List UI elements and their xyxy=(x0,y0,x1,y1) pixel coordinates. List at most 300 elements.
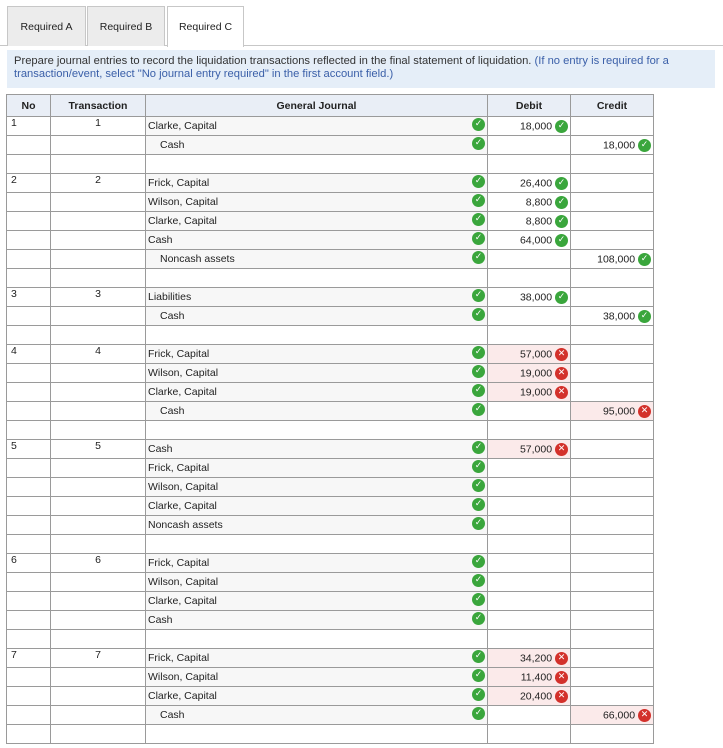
journal-line xyxy=(7,136,654,155)
check-circle-icon: ✓ xyxy=(472,137,485,150)
debit-field-empty[interactable] xyxy=(488,155,571,174)
transaction-number-empty xyxy=(51,478,146,497)
journal-line xyxy=(7,345,654,364)
account-name: Cash xyxy=(160,310,185,322)
check-circle-icon: ✓ xyxy=(472,707,485,720)
journal-line xyxy=(7,250,654,269)
instructions-note: (If no entry is required for a transaction/event, select "No journal entry required" in the first account field.) xyxy=(14,55,669,80)
credit-field-empty[interactable] xyxy=(571,269,654,288)
account-name: Cash xyxy=(160,709,185,721)
entry-number-empty xyxy=(7,326,51,345)
transaction-number-empty xyxy=(51,592,146,611)
debit-field[interactable] xyxy=(488,174,571,193)
credit-field[interactable] xyxy=(571,573,654,592)
account-field[interactable] xyxy=(146,649,488,668)
account-name: Wilson, Capital xyxy=(148,671,219,683)
credit-field[interactable] xyxy=(571,345,654,364)
debit-value: 38,000 xyxy=(519,290,553,303)
account-field[interactable] xyxy=(146,573,488,592)
journal-line xyxy=(7,668,654,687)
check-circle-icon: ✓ xyxy=(638,139,651,152)
check-circle-icon: ✓ xyxy=(555,291,568,304)
entry-number-empty xyxy=(7,136,51,155)
check-circle-icon: ✓ xyxy=(472,441,485,454)
account-name: Cash xyxy=(160,139,185,151)
account-field[interactable] xyxy=(146,174,488,193)
journal-line xyxy=(7,611,654,630)
entry-number: 3 xyxy=(7,288,51,307)
account-field-empty[interactable] xyxy=(146,155,488,174)
transaction-number: 6 xyxy=(51,554,146,573)
transaction-number-empty xyxy=(51,725,146,744)
entry-number-empty xyxy=(7,687,51,706)
entry-number-empty xyxy=(7,725,51,744)
journal-line xyxy=(7,459,654,478)
credit-field-empty[interactable] xyxy=(571,725,654,744)
journal-line xyxy=(7,307,654,326)
check-circle-icon: ✓ xyxy=(472,403,485,416)
debit-field-empty[interactable] xyxy=(488,326,571,345)
journal-spacer-row xyxy=(7,535,654,554)
debit-value: 11,400 xyxy=(520,670,553,683)
account-name: Noncash assets xyxy=(160,253,235,265)
credit-field[interactable] xyxy=(571,402,654,421)
credit-value: 95,000 xyxy=(602,404,636,417)
account-name: Frick, Capital xyxy=(148,348,210,360)
check-circle-icon: ✓ xyxy=(472,213,485,226)
debit-value: 34,200 xyxy=(519,651,553,664)
entry-number-empty xyxy=(7,421,51,440)
transaction-number-empty xyxy=(51,516,146,535)
entry-number: 5 xyxy=(7,440,51,459)
credit-field[interactable] xyxy=(571,668,654,687)
account-field-empty[interactable] xyxy=(146,269,488,288)
transaction-number-empty xyxy=(51,212,146,231)
account-field[interactable] xyxy=(146,345,488,364)
credit-field[interactable] xyxy=(571,250,654,269)
entry-number-empty xyxy=(7,155,51,174)
transaction-number-empty xyxy=(51,193,146,212)
credit-field[interactable] xyxy=(571,136,654,155)
check-circle-icon: ✓ xyxy=(472,650,485,663)
x-circle-icon: ✕ xyxy=(555,386,568,399)
entry-number-empty xyxy=(7,478,51,497)
debit-field[interactable] xyxy=(488,668,571,687)
credit-field[interactable] xyxy=(571,554,654,573)
entry-number-empty xyxy=(7,535,51,554)
x-circle-icon: ✕ xyxy=(555,671,568,684)
check-circle-icon: ✓ xyxy=(472,574,485,587)
debit-field[interactable] xyxy=(488,516,571,535)
credit-field[interactable] xyxy=(571,440,654,459)
check-circle-icon: ✓ xyxy=(555,177,568,190)
debit-field[interactable] xyxy=(488,592,571,611)
debit-field[interactable] xyxy=(488,459,571,478)
check-circle-icon: ✓ xyxy=(555,215,568,228)
entry-number: 7 xyxy=(7,649,51,668)
credit-value: 38,000 xyxy=(602,309,636,322)
credit-field[interactable] xyxy=(571,497,654,516)
debit-field[interactable] xyxy=(488,136,571,155)
entry-number-empty xyxy=(7,668,51,687)
journal-line xyxy=(7,231,654,250)
x-circle-icon: ✕ xyxy=(555,690,568,703)
entry-number-empty xyxy=(7,212,51,231)
entry-number: 2 xyxy=(7,174,51,193)
debit-field[interactable] xyxy=(488,231,571,250)
account-name: Cash xyxy=(160,405,185,417)
journal-line xyxy=(7,402,654,421)
account-field[interactable] xyxy=(146,440,488,459)
account-field[interactable] xyxy=(146,402,488,421)
debit-field[interactable] xyxy=(488,193,571,212)
entry-number-empty xyxy=(7,706,51,725)
credit-field[interactable] xyxy=(571,212,654,231)
debit-value: 20,400 xyxy=(519,689,553,702)
tab-required-a[interactable]: Required A xyxy=(7,6,86,46)
transaction-number-empty xyxy=(51,155,146,174)
account-field[interactable] xyxy=(146,288,488,307)
debit-value: 19,000 xyxy=(519,366,553,379)
account-name: Clarke, Capital xyxy=(148,120,217,132)
debit-field[interactable] xyxy=(488,554,571,573)
tab-required-b[interactable]: Required B xyxy=(87,6,165,46)
journal-line xyxy=(7,573,654,592)
check-circle-icon: ✓ xyxy=(472,308,485,321)
check-circle-icon: ✓ xyxy=(472,289,485,302)
account-name: Clarke, Capital xyxy=(148,500,217,512)
debit-value: 19,000 xyxy=(519,385,553,398)
check-circle-icon: ✓ xyxy=(472,555,485,568)
credit-field-empty[interactable] xyxy=(571,421,654,440)
journal-line xyxy=(7,212,654,231)
check-circle-icon: ✓ xyxy=(472,346,485,359)
transaction-number-empty xyxy=(51,611,146,630)
transaction-number-empty xyxy=(51,668,146,687)
debit-field-empty[interactable] xyxy=(488,630,571,649)
transaction-number-empty xyxy=(51,136,146,155)
debit-field-empty[interactable] xyxy=(488,725,571,744)
account-field[interactable] xyxy=(146,497,488,516)
account-field[interactable] xyxy=(146,307,488,326)
account-name: Clarke, Capital xyxy=(148,386,217,398)
check-circle-icon: ✓ xyxy=(638,253,651,266)
x-circle-icon: ✕ xyxy=(555,652,568,665)
journal-line xyxy=(7,193,654,212)
journal-table xyxy=(6,94,654,744)
check-circle-icon: ✓ xyxy=(472,498,485,511)
account-field-empty[interactable] xyxy=(146,725,488,744)
check-circle-icon: ✓ xyxy=(472,593,485,606)
x-circle-icon: ✕ xyxy=(555,443,568,456)
check-circle-icon: ✓ xyxy=(472,479,485,492)
credit-field-empty[interactable] xyxy=(571,326,654,345)
x-circle-icon: ✕ xyxy=(638,709,651,722)
entry-number: 1 xyxy=(7,117,51,136)
journal-line xyxy=(7,440,654,459)
transaction-number-empty xyxy=(51,706,146,725)
transaction-number-empty xyxy=(51,383,146,402)
transaction-number-empty xyxy=(51,687,146,706)
check-circle-icon: ✓ xyxy=(472,688,485,701)
transaction-number: 2 xyxy=(51,174,146,193)
entry-number: 4 xyxy=(7,345,51,364)
journal-spacer-row xyxy=(7,725,654,744)
debit-field[interactable] xyxy=(488,288,571,307)
debit-field-empty[interactable] xyxy=(488,269,571,288)
check-circle-icon: ✓ xyxy=(472,365,485,378)
entry-number-empty xyxy=(7,364,51,383)
account-field[interactable] xyxy=(146,212,488,231)
entry-number-empty xyxy=(7,383,51,402)
credit-field[interactable] xyxy=(571,516,654,535)
account-field[interactable] xyxy=(146,554,488,573)
credit-field[interactable] xyxy=(571,364,654,383)
debit-value: 26,400 xyxy=(519,176,553,189)
account-name: Clarke, Capital xyxy=(148,595,217,607)
x-circle-icon: ✕ xyxy=(638,405,651,418)
transaction-number: 1 xyxy=(51,117,146,136)
account-name: Cash xyxy=(148,443,173,455)
check-circle-icon: ✓ xyxy=(555,234,568,247)
debit-field[interactable] xyxy=(488,212,571,231)
transaction-number-empty xyxy=(51,250,146,269)
credit-field[interactable] xyxy=(571,174,654,193)
header-general-journal: General Journal xyxy=(146,95,488,117)
check-circle-icon: ✓ xyxy=(472,194,485,207)
journal-line xyxy=(7,706,654,725)
journal-line xyxy=(7,478,654,497)
check-circle-icon: ✓ xyxy=(472,232,485,245)
account-name: Clarke, Capital xyxy=(148,690,217,702)
entry-number-empty xyxy=(7,250,51,269)
check-circle-icon: ✓ xyxy=(472,384,485,397)
check-circle-icon: ✓ xyxy=(472,669,485,682)
account-field[interactable] xyxy=(146,668,488,687)
credit-value: 108,000 xyxy=(597,252,636,265)
account-field[interactable] xyxy=(146,592,488,611)
entry-number-empty xyxy=(7,307,51,326)
credit-field[interactable] xyxy=(571,592,654,611)
debit-field[interactable] xyxy=(488,478,571,497)
account-name: Wilson, Capital xyxy=(148,576,219,588)
transaction-number-empty xyxy=(51,497,146,516)
account-field[interactable] xyxy=(146,231,488,250)
credit-field[interactable] xyxy=(571,459,654,478)
credit-field-empty[interactable] xyxy=(571,630,654,649)
transaction-number-empty xyxy=(51,402,146,421)
check-circle-icon: ✓ xyxy=(472,175,485,188)
account-name: Cash xyxy=(148,234,173,246)
journal-line xyxy=(7,516,654,535)
credit-field[interactable] xyxy=(571,383,654,402)
header-no: No xyxy=(7,95,51,117)
entry-number: 6 xyxy=(7,554,51,573)
entry-number-empty xyxy=(7,231,51,250)
check-circle-icon: ✓ xyxy=(472,118,485,131)
debit-field[interactable] xyxy=(488,345,571,364)
entry-number-empty xyxy=(7,592,51,611)
journal-line xyxy=(7,174,654,193)
transaction-number-empty xyxy=(51,231,146,250)
table-header xyxy=(7,95,654,117)
credit-value: 66,000 xyxy=(602,708,636,721)
account-field[interactable] xyxy=(146,459,488,478)
transaction-number-empty xyxy=(51,269,146,288)
account-name: Cash xyxy=(148,614,173,626)
account-field[interactable] xyxy=(146,250,488,269)
debit-value: 8,800 xyxy=(525,195,553,208)
journal-line xyxy=(7,288,654,307)
transaction-number-empty xyxy=(51,421,146,440)
transaction-number-empty xyxy=(51,630,146,649)
debit-field[interactable] xyxy=(488,440,571,459)
credit-value: 18,000 xyxy=(602,138,636,151)
debit-field[interactable] xyxy=(488,706,571,725)
check-circle-icon: ✓ xyxy=(472,517,485,530)
debit-field-empty[interactable] xyxy=(488,421,571,440)
account-field[interactable] xyxy=(146,364,488,383)
account-name: Frick, Capital xyxy=(148,652,210,664)
check-circle-icon: ✓ xyxy=(638,310,651,323)
journal-spacer-row xyxy=(7,155,654,174)
credit-field[interactable] xyxy=(571,193,654,212)
debit-value: 64,000 xyxy=(519,233,553,246)
header-debit: Debit xyxy=(488,95,571,117)
entry-number-empty xyxy=(7,402,51,421)
journal-line xyxy=(7,383,654,402)
account-field[interactable] xyxy=(146,117,488,136)
check-circle-icon: ✓ xyxy=(555,196,568,209)
transaction-number-empty xyxy=(51,307,146,326)
account-field[interactable] xyxy=(146,193,488,212)
debit-field[interactable] xyxy=(488,250,571,269)
journal-line xyxy=(7,687,654,706)
debit-field-empty[interactable] xyxy=(488,535,571,554)
account-name: Clarke, Capital xyxy=(148,215,217,227)
entry-number-empty xyxy=(7,516,51,535)
debit-field[interactable] xyxy=(488,649,571,668)
debit-value: 57,000 xyxy=(519,347,553,360)
transaction-number-empty xyxy=(51,364,146,383)
account-name: Wilson, Capital xyxy=(148,196,219,208)
journal-line xyxy=(7,554,654,573)
debit-field[interactable] xyxy=(488,307,571,326)
credit-field[interactable] xyxy=(571,706,654,725)
credit-field[interactable] xyxy=(571,611,654,630)
credit-field[interactable] xyxy=(571,687,654,706)
credit-field-empty[interactable] xyxy=(571,535,654,554)
journal-line xyxy=(7,117,654,136)
debit-field[interactable] xyxy=(488,497,571,516)
account-field[interactable] xyxy=(146,687,488,706)
credit-field[interactable] xyxy=(571,307,654,326)
debit-field[interactable] xyxy=(488,611,571,630)
account-name: Wilson, Capital xyxy=(148,367,219,379)
account-field[interactable] xyxy=(146,516,488,535)
x-circle-icon: ✕ xyxy=(555,367,568,380)
debit-field[interactable] xyxy=(488,117,571,136)
transaction-number: 5 xyxy=(51,440,146,459)
check-circle-icon: ✓ xyxy=(472,612,485,625)
account-name: Frick, Capital xyxy=(148,177,210,189)
transaction-number-empty xyxy=(51,535,146,554)
credit-field-empty[interactable] xyxy=(571,155,654,174)
journal-spacer-row xyxy=(7,269,654,288)
account-field[interactable] xyxy=(146,478,488,497)
journal-line xyxy=(7,497,654,516)
debit-field[interactable] xyxy=(488,687,571,706)
account-field-empty[interactable] xyxy=(146,326,488,345)
header-credit: Credit xyxy=(571,95,654,117)
account-field-empty[interactable] xyxy=(146,421,488,440)
credit-field[interactable] xyxy=(571,117,654,136)
account-field-empty[interactable] xyxy=(146,630,488,649)
debit-field[interactable] xyxy=(488,573,571,592)
account-field[interactable] xyxy=(146,136,488,155)
entry-number-empty xyxy=(7,193,51,212)
journal-spacer-row xyxy=(7,421,654,440)
debit-field[interactable] xyxy=(488,402,571,421)
debit-value: 8,800 xyxy=(525,214,553,227)
journal-spacer-row xyxy=(7,326,654,345)
journal-line xyxy=(7,649,654,668)
account-name: Liabilities xyxy=(148,291,192,303)
transaction-number: 7 xyxy=(51,649,146,668)
check-circle-icon: ✓ xyxy=(472,460,485,473)
entry-number-empty xyxy=(7,269,51,288)
entry-number-empty xyxy=(7,497,51,516)
transaction-number-empty xyxy=(51,573,146,592)
transaction-number: 4 xyxy=(51,345,146,364)
x-circle-icon: ✕ xyxy=(555,348,568,361)
journal-spacer-row xyxy=(7,630,654,649)
instructions-box xyxy=(7,50,715,88)
transaction-number: 3 xyxy=(51,288,146,307)
header-transaction: Transaction xyxy=(51,95,146,117)
tab-bar xyxy=(0,0,723,46)
credit-field[interactable] xyxy=(571,478,654,497)
debit-value: 57,000 xyxy=(519,442,553,455)
tab-required-c[interactable]: Required C xyxy=(167,6,244,47)
transaction-number-empty xyxy=(51,459,146,478)
account-field[interactable] xyxy=(146,383,488,402)
account-field-empty[interactable] xyxy=(146,535,488,554)
account-field[interactable] xyxy=(146,706,488,725)
account-field[interactable] xyxy=(146,611,488,630)
entry-number-empty xyxy=(7,573,51,592)
entry-number-empty xyxy=(7,611,51,630)
account-name: Noncash assets xyxy=(148,519,223,531)
transaction-number-empty xyxy=(51,326,146,345)
entry-number-empty xyxy=(7,459,51,478)
debit-value: 18,000 xyxy=(519,119,553,132)
account-name: Frick, Capital xyxy=(148,557,210,569)
journal-line xyxy=(7,364,654,383)
journal-line xyxy=(7,592,654,611)
check-circle-icon: ✓ xyxy=(555,120,568,133)
check-circle-icon: ✓ xyxy=(472,251,485,264)
account-name: Wilson, Capital xyxy=(148,481,219,493)
debit-field[interactable] xyxy=(488,364,571,383)
instructions-text: Prepare journal entries to record the liquidation transactions reflected in the final statement of liquidation. xyxy=(14,55,532,67)
debit-field[interactable] xyxy=(488,383,571,402)
entry-number-empty xyxy=(7,630,51,649)
credit-field[interactable] xyxy=(571,231,654,250)
account-name: Frick, Capital xyxy=(148,462,210,474)
credit-field[interactable] xyxy=(571,288,654,307)
credit-field[interactable] xyxy=(571,649,654,668)
